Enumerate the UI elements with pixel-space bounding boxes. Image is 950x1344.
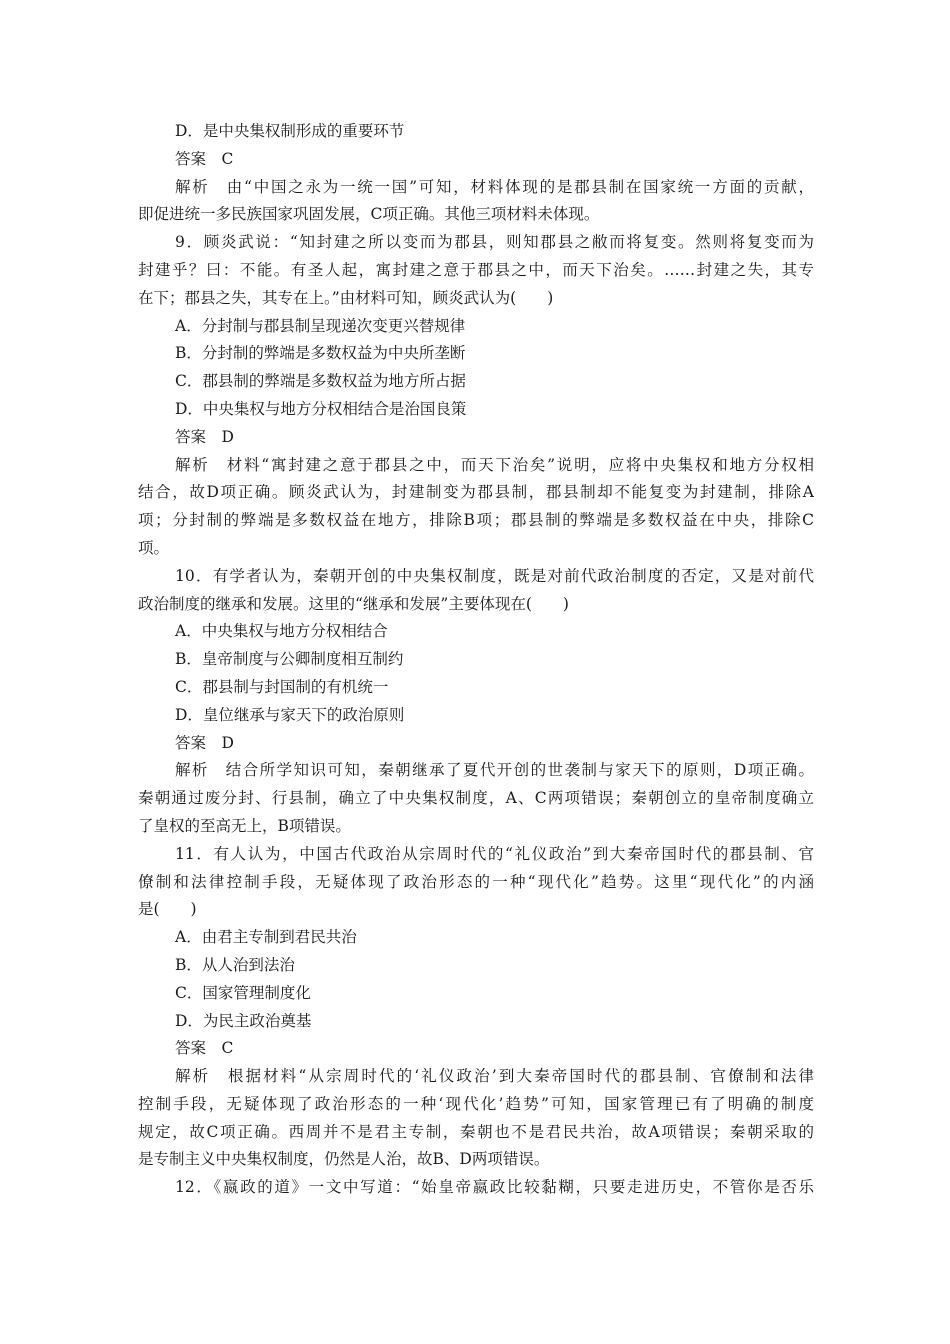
- text-line: C．郡县制与封国制的有机统一: [175, 677, 389, 696]
- text-line: A．中央集权与地方分权相结合: [175, 622, 388, 641]
- document-body: [138, 118, 814, 1202]
- text-line: A．分封制与郡县制呈现递次变更兴替规律: [175, 316, 466, 335]
- text-line: 解析 结合所学知识可知，秦朝继承了夏代开创的世袭制与家天下的原则，D项正确。: [175, 761, 814, 780]
- text-line: 即促进统一多民族国家巩固发展，C项正确。其他三项材料未体现。: [138, 205, 600, 224]
- text-line: C．郡县制的弊端是多数权益为地方所占据: [175, 372, 466, 391]
- text-line: 规定，故C项正确。西周并不是君主专制，秦朝也不是君民共治，故A项错误；秦朝采取的: [138, 1122, 814, 1141]
- text-line: D．中央集权与地方分权相结合是治国良策: [175, 399, 467, 418]
- text-line: 项；分封制的弊端是多数权益在地方，排除B项；郡县制的弊端是多数权益在中央，排除C: [138, 511, 814, 530]
- text-line: 解析 由“中国之永为一统一国”可知，材料体现的是郡县制在国家统一方面的贡献，: [175, 177, 814, 196]
- text-line: 10．有学者认为，秦朝开创的中央集权制度，既是对前代政治制度的否定，又是对前代: [175, 566, 814, 585]
- text-line: 答案 C: [175, 1039, 234, 1058]
- text-line: 答案 C: [175, 149, 234, 168]
- text-line: 是( ): [138, 900, 197, 919]
- text-line: 是专制主义中央集权制度，仍然是人治，故B、D两项错误。: [138, 1150, 550, 1169]
- text-line: 解析 根据材料“从宗周时代的‘礼仪政治’到大秦帝国时代的郡县制、官僚制和法律: [175, 1067, 814, 1086]
- text-line: 在下；郡县之失，其专在上。”由材料可知，顾炎武认为( ): [138, 288, 554, 307]
- text-line: A．由君主专制到君民共治: [175, 928, 357, 947]
- text-line: 秦朝通过废分封、行县制，确立了中央集权制度，A、C两项错误；秦朝创立的皇帝制度确立: [138, 789, 814, 808]
- text-line: B．皇帝制度与公卿制度相互制约: [175, 650, 404, 669]
- text-line: D．为民主政治奠基: [175, 1011, 312, 1030]
- text-line: 项。: [138, 538, 170, 557]
- text-line: 了皇权的至高无上，B项错误。: [138, 816, 351, 835]
- text-line: B．从人治到法治: [175, 955, 295, 974]
- text-line: 9．顾炎武说：“知封建之所以变而为郡县，则知郡县之敝而将复变。然则将复变而为: [175, 233, 814, 252]
- text-line: 解析 材料“寓封建之意于郡县之中，而天下治矣”说明，应将中央集权和地方分权相: [175, 455, 814, 474]
- text-line: 政治制度的继承和发展。这里的“继承和发展”主要体现在( ): [138, 594, 569, 613]
- text-line: D．皇位继承与家天下的政治原则: [175, 705, 405, 724]
- text-line: C．国家管理制度化: [175, 983, 311, 1002]
- text-line: 封建乎？曰：不能。有圣人起，寓封建之意于郡县之中，而天下治矣。……封建之失，其专: [138, 260, 814, 279]
- text-line: 僚制和法律控制手段，无疑体现了政治形态的一种“现代化”趋势。这里“现代化”的内涵: [138, 872, 814, 891]
- text-line: B．分封制的弊端是多数权益为中央所垄断: [175, 344, 466, 363]
- text-line: 11．有人认为，中国古代政治从宗周时代的“礼仪政治”到大秦帝国时代的郡县制、官: [175, 844, 814, 863]
- text-line: 控制手段，无疑体现了政治形态的一种‘现代化’趋势”可知，国家管理已有了明确的制度: [138, 1094, 814, 1113]
- text-line: 答案 D: [175, 427, 234, 446]
- text-line: D．是中央集权制形成的重要环节: [175, 122, 405, 140]
- text-line: 答案 D: [175, 733, 234, 752]
- text-line: 结合，故D项正确。顾炎武认为，封建制变为郡县制，郡县制却不能复变为封建制，排除A: [138, 483, 814, 502]
- text-line: 12．《嬴政的道》一文中写道：“始皇帝嬴政比较黏糊，只要走进历史，不管你是否乐: [175, 1178, 814, 1197]
